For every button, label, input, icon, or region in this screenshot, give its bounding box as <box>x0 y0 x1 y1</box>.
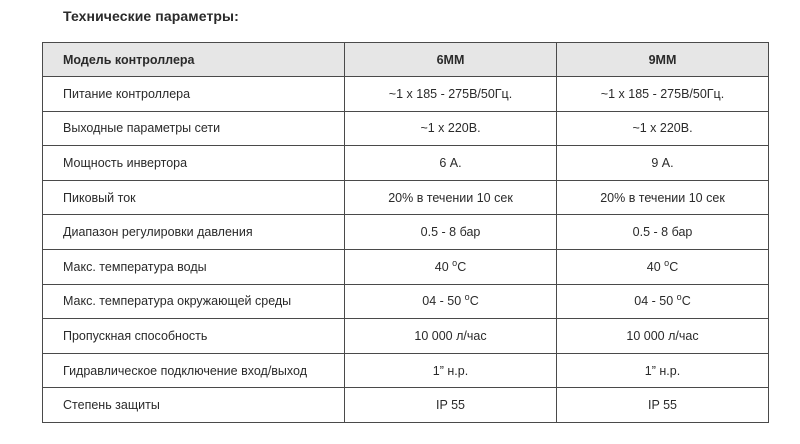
value-number: 04 - 50 <box>634 294 674 309</box>
specs-table <box>42 42 769 423</box>
table-row <box>43 249 769 284</box>
param-label: Степень защиты <box>43 388 345 423</box>
param-label: Гидравлическое подключение вход/выход <box>43 353 345 388</box>
value-6mm <box>345 284 557 319</box>
value-9mm: 1” н.р. <box>557 353 769 388</box>
table-row <box>43 388 769 423</box>
page-title: Технические параметры: <box>63 8 239 24</box>
value-unit: С <box>457 259 467 274</box>
value-6mm: 10 000 л/час <box>345 319 557 354</box>
value-number: 40 <box>434 259 449 274</box>
value-number: 40 <box>646 259 661 274</box>
table-row <box>43 77 769 112</box>
value-9mm: 20% в течении 10 сек <box>557 180 769 215</box>
value-9mm: 0.5 - 8 бар <box>557 215 769 250</box>
value-unit: С <box>669 259 679 274</box>
header-9mm: 9MM <box>557 43 769 77</box>
param-label: Питание контроллера <box>43 77 345 112</box>
table-header-row <box>43 43 769 77</box>
param-label: Диапазон регулировки давления <box>43 215 345 250</box>
header-model: Модель контроллера <box>43 43 345 77</box>
degree-mark: о <box>452 257 458 268</box>
value-9mm: IP 55 <box>557 388 769 423</box>
value-number: 04 - 50 <box>422 294 462 309</box>
table-row <box>43 353 769 388</box>
table-row <box>43 319 769 354</box>
degree-mark: о <box>664 257 670 268</box>
param-label: Макс. температура окружающей среды <box>43 284 345 319</box>
table-row <box>43 180 769 215</box>
value-6mm: ~1 x 220В. <box>345 111 557 146</box>
value-6mm: ~1 x 185 - 275В/50Гц. <box>345 77 557 112</box>
param-label: Пропускная способность <box>43 319 345 354</box>
header-6mm: 6MM <box>345 43 557 77</box>
degree-mark: о <box>676 292 682 303</box>
table-row <box>43 284 769 319</box>
value-9mm <box>557 249 769 284</box>
value-9mm: ~1 x 185 - 275В/50Гц. <box>557 77 769 112</box>
table-row <box>43 111 769 146</box>
value-unit: С <box>681 294 691 309</box>
param-label: Макс. температура воды <box>43 249 345 284</box>
value-9mm <box>557 284 769 319</box>
degree-mark: о <box>464 292 470 303</box>
value-9mm: 9 А. <box>557 146 769 181</box>
value-6mm: 6 А. <box>345 146 557 181</box>
value-6mm: 1” н.р. <box>345 353 557 388</box>
param-label: Мощность инвертора <box>43 146 345 181</box>
param-label: Выходные параметры сети <box>43 111 345 146</box>
value-9mm: ~1 x 220В. <box>557 111 769 146</box>
value-6mm: IP 55 <box>345 388 557 423</box>
value-6mm: 0.5 - 8 бар <box>345 215 557 250</box>
table-row <box>43 146 769 181</box>
value-6mm: 20% в течении 10 сек <box>345 180 557 215</box>
value-unit: С <box>469 294 479 309</box>
value-9mm: 10 000 л/час <box>557 319 769 354</box>
value-6mm <box>345 249 557 284</box>
param-label: Пиковый ток <box>43 180 345 215</box>
table-row <box>43 215 769 250</box>
